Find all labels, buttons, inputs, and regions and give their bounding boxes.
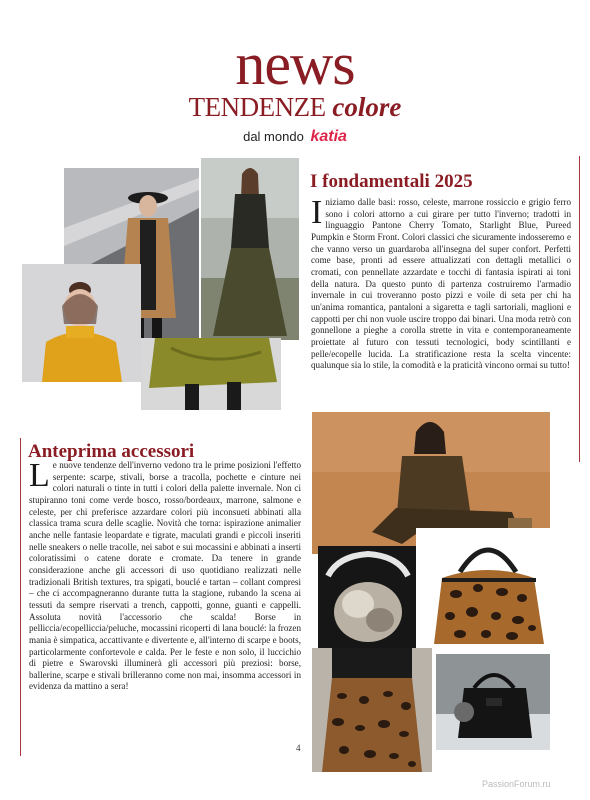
subtitle-main: TENDENZE	[188, 92, 326, 122]
photo-yellow-sweater-model	[22, 264, 141, 382]
photo-black-bag-snow	[436, 654, 550, 750]
fondamentali-drop-cap: I	[311, 194, 323, 231]
photo-olive-skirt-boots	[141, 338, 281, 410]
accessori-drop-cap: L	[29, 457, 50, 494]
tagline	[0, 128, 590, 146]
page-header	[0, 0, 590, 150]
photo-leopard-bag	[416, 528, 560, 652]
column-rule-right	[579, 156, 580, 462]
fondamentali-article	[311, 194, 571, 372]
accessori-article	[29, 457, 301, 693]
photo-leopard-trousers	[312, 648, 432, 772]
fondamentali-title: I fondamentali 2025	[310, 171, 473, 192]
page-number: 4	[296, 743, 301, 753]
photo-olive-dress-model	[201, 158, 299, 340]
column-rule-left	[20, 438, 21, 756]
fondamentali-body: niziamo dalle basi: rosso, celeste, marrone rossiccio e grigio ferro sono i colori attorno a cui girare per tutto l'inverno; tradotti in linguaggio Pantone Cherry Tomato, Starlight Blue, Pureed Pumpkin e Storm Front. Colori classici che sicuramente indosseremo e che vanno verso un guardaroba all'insegna del super confort. Perfetti come base, pronti ad essere attualizzati con dettagli metallici o cromati, con pennellate azzardate e tocchi di fantasia ispirati ai toni della natura. Da questo punto di partenza costruiremo l'armadio invernale in cui troveranno posto pizzi e voile di seta per chi ha un'anima romantica, pantaloni a sigaretta e tagli sartoriali, maglioni e cappotti per chi non vuole uscire troppo dai binari. Una moda retrò con gonnellone a pieghe a corolla strette in vita e contemporaneamente proiettate al futuro con tessuti tecnologici, body scintillanti e pelle/ecopelle lucida. La stratificazione resta la scelta vincente: qualunque sia lo stile, la comodità e la praticità vincono ormai su tutto!	[311, 197, 571, 371]
news-title: news	[235, 31, 355, 97]
accessori-title: Anteprima accessori	[28, 441, 195, 462]
subtitle-accent: colore	[332, 92, 402, 122]
photo-fur-bag	[318, 546, 418, 654]
watermark-credit: PassionForum.ru	[482, 779, 551, 789]
tagline-text: dal mondo	[243, 129, 304, 144]
accessori-body: e nuove tendenze dell'inverno vedono tra le prime posizioni l'effetto serpente: scarpe, stivali, borse a tracolla, pochette e cinture nei colori naturali o tinte in tutti i colori della palette invernale. Non ci stupiranno toni come verde bosco, rosso/bordeaux, marrone, salmone e celeste, per chi preferisce azzardare colori più inconsueti abbinati alla classica trama scura delle scaglie. Novità che torna: ispirazione animalier anche nelle fantasie leopardate e tigrate, maculati grandi e piccoli inseriti nelle sneakers o nelle tracolle, nei sabot e sui mocassini e abbinati a inserti coloratissimi o catene dorate e cromate. Da tenere in grande considerazione anche gli accessori di uso quotidiano realizzati nelle tradizionali British textures, tra spigati, bouclé e tartan – collant compresi – che ci accompagneranno durante tutta la stagione, rubando la scena ai tessuti da sempre riservati a trench, cappotti, gonne, guanti e cappelli. Assoluta novità l'accessorio che scalda! Borse in pelliccia/ecopelliccia/peluche, mocassini ricoperti di lana bouclé: la frozen mania è simpatica, accattivante e divertente e, all'interno di scarpe e boots, particolarmente confortevole e calda. Per le feste e non solo, il luccichio di pietre e Swarovski illuminerà gli accessori più preziosi: borse, ballerine, scarpe e stivali brilleranno come non mai, insomma accessori in evidenza da mattino a sera!	[29, 460, 301, 692]
section-subtitle	[0, 92, 590, 122]
brand-logo: katia	[310, 128, 347, 145]
